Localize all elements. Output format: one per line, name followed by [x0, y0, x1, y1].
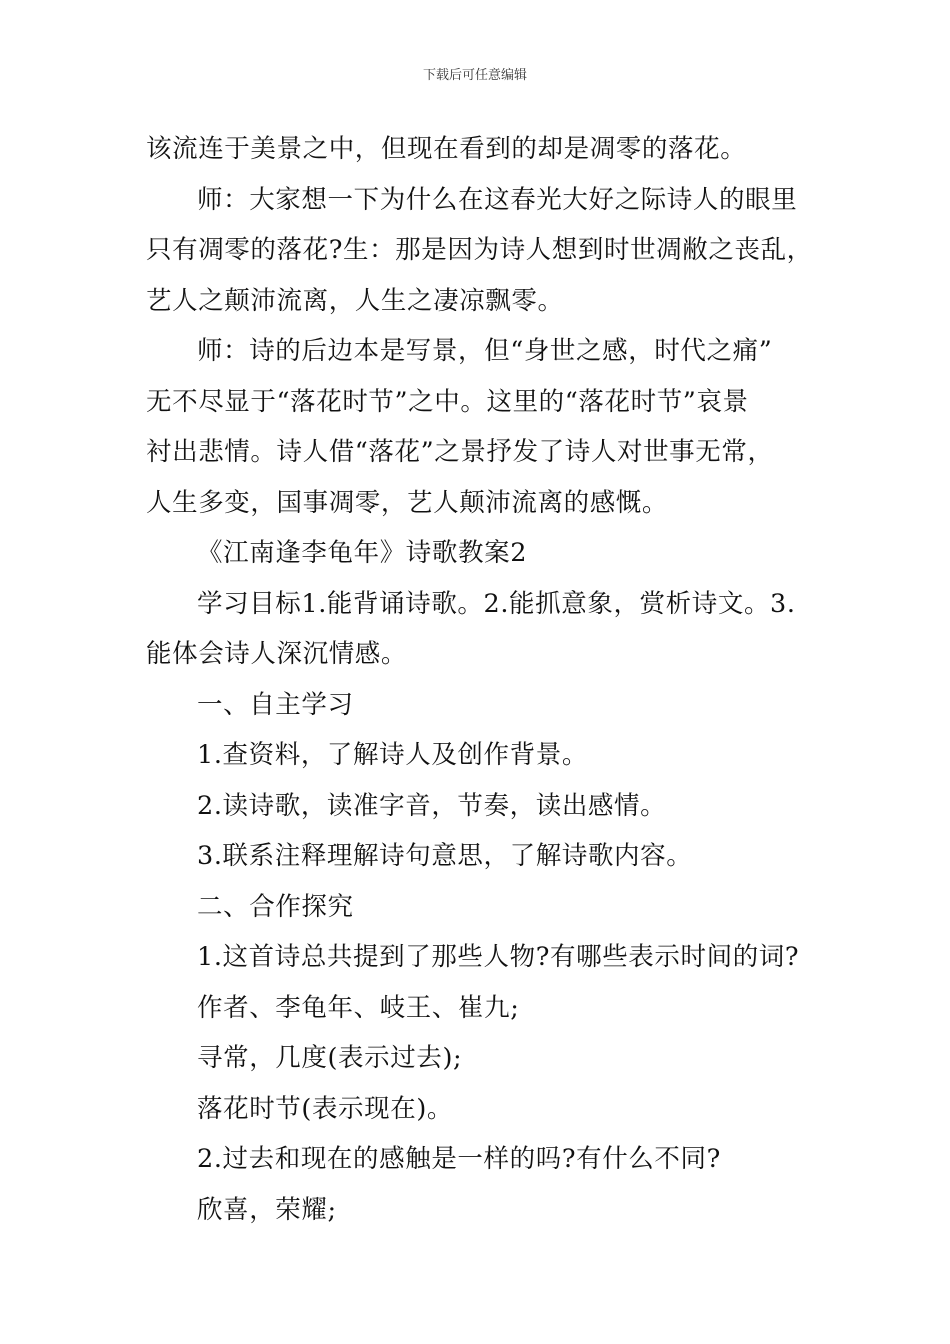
list-item: 2.过去和现在的感触是一样的吗?有什么不同? [197, 1144, 721, 1174]
answer-line: 欣喜，荣耀; [197, 1194, 337, 1225]
section-title: 《江南逢李龟年》诗歌教案2 [197, 538, 528, 568]
paragraph-line: 无不尽显于“落花时节”之中。这里的“落花时节”哀景 [146, 386, 749, 417]
paragraph-line: 该流连于美景之中，但现在看到的却是凋零的落花。 [146, 134, 747, 164]
paragraph-line: 只有凋零的落花?生：那是因为诗人想到时世凋敝之丧乱， [146, 235, 813, 265]
paragraph-line: 人生多变，国事凋零，艺人颠沛流离的感慨。 [146, 487, 669, 518]
paragraph-line: 衬出悲情。诗人借“落花”之景抒发了诗人对世事无常， [146, 437, 774, 467]
section-heading: 二、合作探究 [197, 891, 354, 922]
answer-line: 作者、李龟年、岐王、崔九; [197, 992, 520, 1023]
list-item: 3.联系注释理解诗句意思，了解诗歌内容。 [197, 841, 693, 871]
answer-line: 寻常，几度(表示过去); [197, 1043, 463, 1073]
paragraph-line: 艺人之颠沛流离，人生之凄凉飘零。 [146, 285, 564, 316]
header-note: 下载后可任意编辑 [422, 68, 527, 83]
list-item: 2.读诗歌，读准字音，节奏，读出感情。 [197, 790, 667, 821]
list-item: 1.查资料，了解诗人及创作背景。 [197, 740, 588, 770]
paragraph-line: 学习目标1.能背诵诗歌。2.能抓意象，赏析诗文。3. [197, 588, 796, 619]
paragraph-line: 师：大家想一下为什么在这春光大好之际诗人的眼里 [197, 184, 798, 215]
list-item: 1.这首诗总共提到了那些人物?有哪些表示时间的词? [197, 942, 800, 972]
document-body [146, 124, 811, 1235]
section-heading: 一、自主学习 [197, 689, 354, 720]
paragraph-line: 师：诗的后边本是写景，但“身世之感，时代之痛” [197, 336, 773, 366]
paragraph-line: 能体会诗人深沉情感。 [146, 639, 408, 669]
answer-line: 落花时节(表示现在)。 [197, 1093, 453, 1124]
